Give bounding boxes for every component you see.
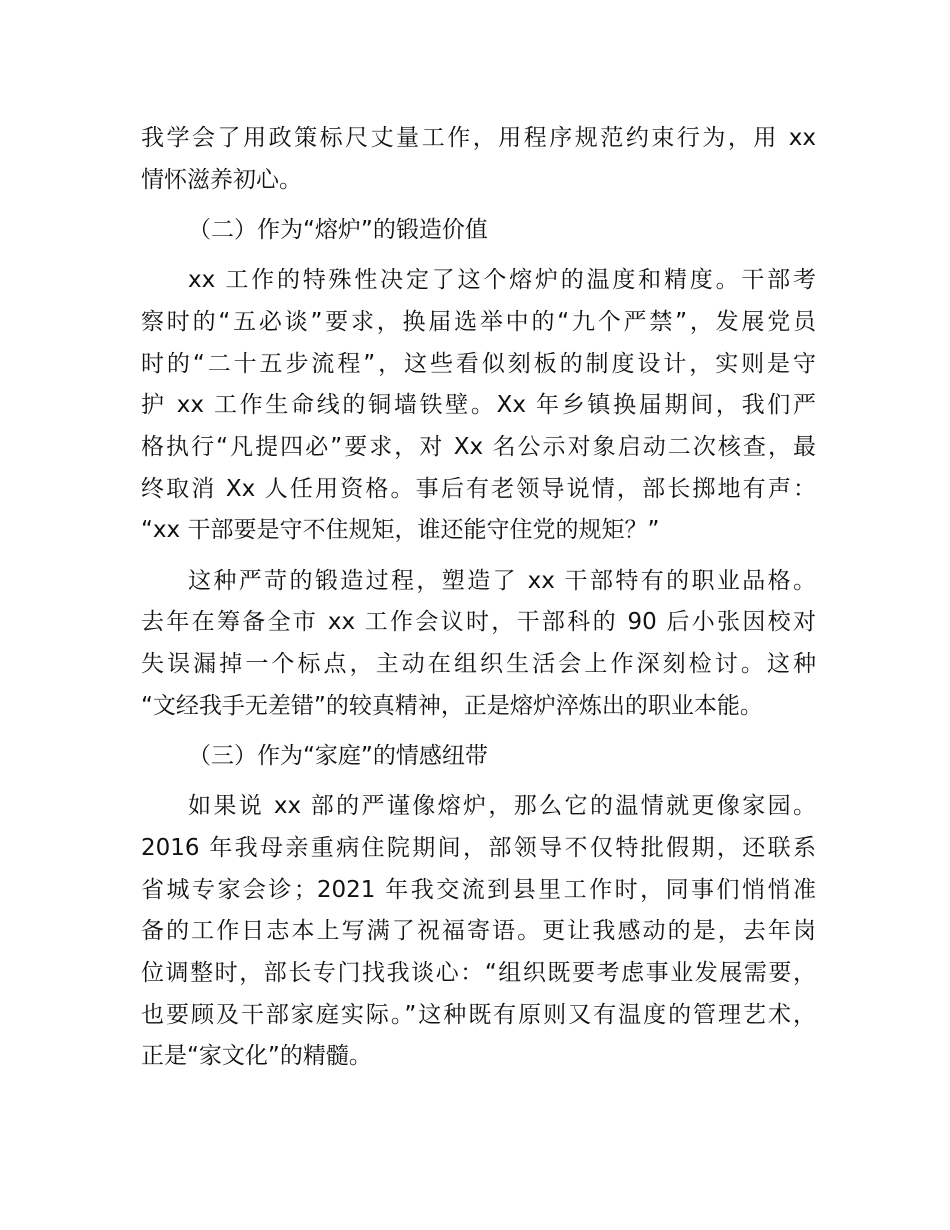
text-line: 备的工作日志本上写满了祝福寄语。更让我感动的是，去年岗 xyxy=(141,918,816,945)
paragraph-furnace xyxy=(141,260,816,552)
text-line: xx 工作的特殊性决定了这个熔炉的温度和精度。干部考 xyxy=(188,267,816,294)
document-body xyxy=(141,118,816,1078)
text-line: 去年在筹备全市 xx 工作会议时，干部科的 90 后小张因校对 xyxy=(141,609,816,636)
section-heading-text: （三）作为“家庭”的情感纽带 xyxy=(188,743,488,769)
paragraph-continuation xyxy=(141,118,816,201)
text-line: 如果说 xx 部的严谨像熔炉，那么它的温情就更像家园。 xyxy=(188,793,816,820)
text-line: 终取消 Xx 人任用资格。事后有老领导说情，部长掷地有声： xyxy=(141,475,816,502)
text-line: 失误漏掉一个标点，主动在组织生活会上作深刻检讨。这种 xyxy=(141,651,816,678)
text-line: 我学会了用政策标尺丈量工作，用程序规范约束行为，用 xx xyxy=(141,125,816,151)
text-line: 2016 年我母亲重病住院期间，部领导不仅特批假期，还联系 xyxy=(141,834,816,861)
section-heading-2 xyxy=(141,210,816,252)
text-line: 察时的“五必谈”要求，换届选举中的“九个严禁”，发展党员 xyxy=(141,308,816,335)
paragraph-forging xyxy=(141,561,816,728)
text-line: “文经我手无差错”的较真精神，正是熔炉淬炼出的职业本能。 xyxy=(141,692,763,719)
text-line: 时的“二十五步流程”，这些看似刻板的制度设计，实则是守 xyxy=(141,350,816,377)
text-line: 也要顾及干部家庭实际。”这种既有原则又有温度的管理艺术， xyxy=(141,1001,816,1028)
paragraph-family xyxy=(141,786,816,1078)
text-line: 正是“家文化”的精髓。 xyxy=(141,1043,372,1070)
text-line: “xx 干部要是守不住规矩，谁还能守住党的规矩？” xyxy=(141,517,660,544)
text-line: 护 xx 工作生命线的铜墙铁壁。Xx 年乡镇换届期间，我们严 xyxy=(141,392,816,419)
text-line: 位调整时，部长专门找我谈心：“组织既要考虑事业发展需要， xyxy=(141,960,816,987)
section-heading-3 xyxy=(141,736,816,778)
text-line: 格执行“凡提四必”要求，对 Xx 名公示对象启动二次核查，最 xyxy=(141,434,816,460)
text-line: 这种严苛的锻造过程，塑造了 xx 干部特有的职业品格。 xyxy=(188,567,816,594)
text-line: 省城专家会诊；2021 年我交流到县里工作时，同事们悄悄准 xyxy=(141,876,816,903)
text-line: 情怀滋养初心。 xyxy=(141,166,302,193)
section-heading-text: （二）作为“熔炉”的锻造价值 xyxy=(188,216,488,243)
